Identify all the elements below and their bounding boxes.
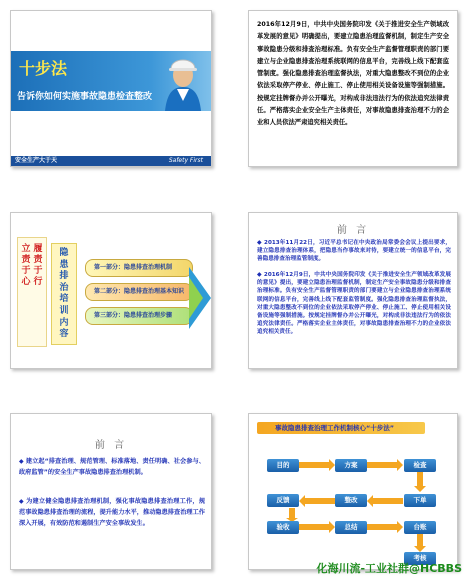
slide-2-thumbnail[interactable] xyxy=(248,10,458,167)
flow-node-10: 考核 xyxy=(404,552,436,565)
paragraph-2 xyxy=(19,496,205,529)
arrow-right-icon xyxy=(189,267,211,329)
flow-node-4: 反馈 xyxy=(267,494,299,507)
slide-5-thumbnail[interactable] xyxy=(10,413,212,570)
slide-heading: 前 言 xyxy=(336,225,370,236)
content-title: 隐患排治培训内容 xyxy=(59,248,69,340)
flow-node-8: 总结 xyxy=(335,521,367,534)
slide-6-thumbnail[interactable] xyxy=(248,413,458,570)
flow-node-5: 整改 xyxy=(335,494,367,507)
bullet-diamond-icon: ◆ xyxy=(19,458,26,465)
bullet-diamond-icon: ◆ xyxy=(257,271,264,278)
flow-arrows xyxy=(249,414,457,569)
paragraph-1-text: 2013年11月22日，习近平总书记在中央政治局常委会会议上提出要求，建立隐患排查治理体系，把隐患当作事故来对待，要建立统一的信息平台，完善隐患排查治理监管制度。 xyxy=(257,240,452,263)
paragraph-1 xyxy=(19,456,205,478)
part-1-label: 第一部分：隐患排查治理机制 xyxy=(94,264,173,271)
flow-node-1: 目的 xyxy=(267,459,299,472)
paragraph-2 xyxy=(257,271,451,337)
paragraph-1 xyxy=(257,239,451,264)
slide-subtitle: 告诉你如何实施事故隐患检查整改 xyxy=(17,92,153,102)
footer-left: 安全生产大于天 xyxy=(15,157,58,164)
paragraph-1-text: 建立起“排查治理、规范管理、标准落地、责任明确、社会参与、政府监管”的安全生产事故隐患排查治理机制。 xyxy=(19,458,205,476)
flow-node-3: 检查 xyxy=(404,459,436,472)
footer-right: Safety First xyxy=(168,157,203,164)
part-1-bar xyxy=(85,259,193,277)
motto-panel xyxy=(17,237,47,347)
flow-node-7: 验收 xyxy=(267,521,299,534)
flow-title: 事故隐患排查治理工作机制核心“十步法” xyxy=(275,424,395,432)
flow-node-9: 台账 xyxy=(404,521,436,534)
part-2-bar xyxy=(85,283,193,301)
content-title-panel xyxy=(51,243,77,345)
flow-node-2: 方案 xyxy=(335,459,367,472)
bullet-diamond-icon: ◆ xyxy=(19,498,27,505)
bullet-diamond-icon: ◆ xyxy=(257,239,265,246)
paragraph-2-text: 2016年12月9日，中共中央国务院印发《关于推进安全生产领域改革发展的意见》提出，要建立隐患治理监督机制，制定生产安全事故隐患分级和排查治理标准。负有安全生产监督管理职责的部门要建立与企业隐患排查治理系统联网的信息平台，完善线上线下配套监管制度。强化隐患排查治理监督执法，对重大隐患整改不到位的企业依法采取停产停业、停止施工、停止使用相关设备设施等强制措施。按规定挂牌督办并公开曝光，对构成非法违法行为的依法追究法律责任。严格落实企业主体责任，对事故隐患排查治理不力的企业依法追究相关责任。 xyxy=(257,272,452,336)
slide-heading: 前 言 xyxy=(94,440,128,451)
slide-4-thumbnail[interactable] xyxy=(248,212,458,369)
watermark: 化海川流-工业社群@HCBBS xyxy=(316,562,462,575)
slide-body-text: 2016年12月9日，中共中央国务院印发《关于推进安全生产领域改革发展的意见》明确提出，要建立隐患治理监督机制，制定生产安全事故隐患分级和排查治理标准。负有安全生产监督管理职责的部门要建立与企业隐患排查治理系统联网的信息平台，完善线上线下配套监管制度。强化隐患排查治理监督执法，对重大隐患整改不到位的企业依法采取停产停业、停止施工、停止使用相关设备设施等强制措施。按规定挂牌督办并公开曝光，对构成非法违法行为的依法追究法律责任。严格落实企业安全生产主体责任，对事故隐患排查治理不力的企业和人员依法严肃追究相关责任。 xyxy=(257,21,449,127)
part-3-label: 第三部分：隐患排查治理步骤 xyxy=(94,312,173,319)
slide-1-thumbnail[interactable] xyxy=(10,10,212,167)
motto-col-1: 立责于心 xyxy=(21,244,31,287)
part-2-label: 第二部分：隐患排查治理基本知识 xyxy=(94,288,185,295)
flow-node-6: 下单 xyxy=(404,494,436,507)
safety-worker-icon xyxy=(159,45,207,111)
motto-col-2: 履责于行 xyxy=(33,244,43,287)
paragraph-2-text: 为建立健全隐患排查治理机制，强化事故隐患排查治理工作，规范事故隐患排查治理的流程，提升能力水平，推动隐患排查治理工作深入开展，有效防范和遏制生产安全事故发生。 xyxy=(19,498,206,527)
slide-title: 十步法 xyxy=(19,59,68,78)
part-3-bar xyxy=(85,307,193,325)
slide-3-thumbnail[interactable] xyxy=(10,212,212,369)
